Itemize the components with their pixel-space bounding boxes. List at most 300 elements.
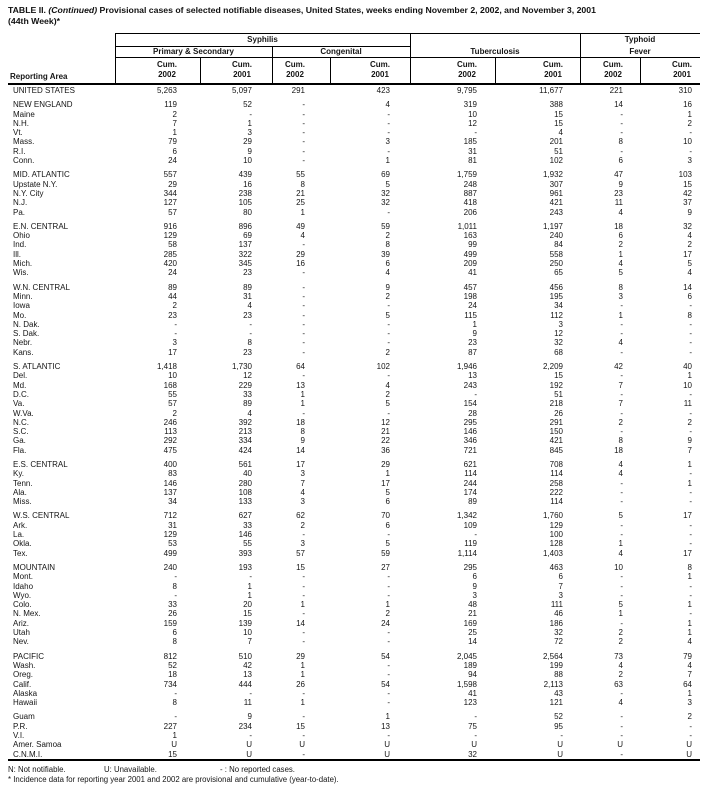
value-cell: 62: [296, 511, 305, 521]
table-row: [8, 628, 700, 637]
table-row: [8, 198, 700, 207]
value-cell: 1: [687, 572, 692, 582]
cum-label: Cum.: [370, 60, 390, 69]
value-cell: 887: [463, 188, 477, 198]
value-cell: 3: [472, 590, 477, 600]
cum-label: Cum.: [603, 60, 623, 69]
value-cell: 31: [468, 146, 477, 156]
value-cell: -: [174, 329, 177, 339]
value-cell: -: [302, 628, 305, 638]
reporting-area-cell: Idaho: [13, 581, 34, 591]
reporting-area-cell: Calif.: [13, 679, 32, 689]
table-row: [8, 511, 700, 520]
reporting-area-cell: N.H.: [13, 118, 29, 128]
table-row: [8, 539, 700, 548]
value-cell: 2: [618, 628, 623, 638]
value-cell: 17: [683, 249, 692, 259]
value-cell: 15: [554, 118, 563, 128]
value-cell: U: [557, 749, 563, 759]
value-cell: 7: [687, 445, 692, 455]
value-cell: 1: [300, 660, 305, 670]
value-cell: -: [620, 347, 623, 357]
value-cell: 89: [168, 282, 177, 292]
reporting-area-cell: Ala.: [13, 487, 27, 497]
value-cell: -: [620, 520, 623, 530]
value-cell: 393: [238, 548, 252, 558]
value-cell: 114: [550, 497, 563, 507]
value-cell: 1: [247, 581, 252, 591]
value-cell: -: [620, 128, 623, 138]
value-cell: 16: [243, 179, 252, 189]
value-cell: 1: [247, 118, 252, 128]
value-cell: 1: [687, 371, 692, 381]
reporting-area-cell: Iowa: [13, 301, 30, 311]
value-cell: 42: [243, 660, 252, 670]
value-cell: -: [620, 572, 623, 582]
reporting-area-cell: Colo.: [13, 600, 32, 610]
value-cell: 1,011: [457, 221, 477, 231]
value-cell: -: [387, 207, 390, 217]
value-cell: 621: [463, 459, 477, 469]
value-cell: 8: [385, 240, 390, 250]
value-cell: 18: [296, 417, 305, 427]
table-title-text: Provisional cases of selected notifiable diseases, United States, weeks ending November 2, 2002, and November 3, 2001: [99, 5, 596, 15]
value-cell: 4: [687, 231, 692, 241]
value-cell: -: [689, 520, 692, 530]
reporting-area-cell: Amer. Samoa: [13, 740, 62, 750]
value-cell: 8: [618, 282, 623, 292]
value-cell: -: [689, 497, 692, 507]
value-cell: -: [387, 637, 390, 647]
value-cell: 57: [296, 548, 305, 558]
value-cell: 9: [618, 179, 623, 189]
column-header-cum-7: [583, 60, 643, 79]
table-row: [8, 338, 700, 347]
reporting-area-cell: N.Y. City: [13, 188, 44, 198]
reporting-area-cell: Guam: [13, 712, 35, 722]
reporting-area-cell: N. Mex.: [13, 609, 41, 619]
value-cell: 15: [168, 749, 177, 759]
column-header-cum-6: [523, 60, 583, 79]
value-cell: 13: [468, 371, 477, 381]
value-cell: 84: [554, 240, 563, 250]
reporting-area-cell: Nebr.: [13, 338, 33, 348]
value-cell: 146: [238, 530, 252, 540]
reporting-area-cell: Ind.: [13, 240, 27, 250]
value-cell: -: [620, 590, 623, 600]
value-cell: 457: [463, 282, 477, 292]
year-label: 2002: [604, 69, 622, 79]
value-cell: 227: [163, 721, 177, 731]
value-cell: 53: [168, 539, 177, 549]
value-cell: 1,932: [542, 170, 563, 180]
value-cell: -: [474, 128, 477, 138]
value-cell: 418: [463, 198, 477, 208]
value-cell: 1,342: [456, 511, 477, 521]
value-cell: -: [689, 347, 692, 357]
value-cell: 2: [172, 109, 177, 119]
value-cell: 34: [168, 497, 177, 507]
table-row: [8, 750, 700, 759]
cum-label: Cum.: [672, 60, 692, 69]
value-cell: 189: [463, 660, 477, 670]
column-group-tuberculosis: Tuberculosis: [470, 47, 520, 56]
value-cell: 32: [468, 749, 477, 759]
value-cell: 295: [463, 417, 477, 427]
reporting-area-cell: E.N. CENTRAL: [13, 221, 69, 231]
value-cell: -: [387, 371, 390, 381]
value-cell: 33: [243, 520, 252, 530]
value-cell: U: [557, 740, 563, 750]
value-cell: 127: [163, 198, 177, 208]
value-cell: 2,209: [542, 362, 563, 372]
value-cell: 463: [549, 562, 563, 572]
value-cell: 95: [554, 721, 563, 731]
value-cell: 139: [238, 618, 252, 628]
value-cell: 2: [618, 240, 623, 250]
table-row: [8, 222, 700, 231]
value-cell: 1: [687, 618, 692, 628]
value-cell: 1: [300, 389, 305, 399]
value-cell: 119: [464, 539, 477, 549]
value-cell: -: [620, 581, 623, 591]
value-cell: 345: [238, 259, 252, 269]
value-cell: -: [620, 721, 623, 731]
table-row: [8, 208, 700, 217]
value-cell: -: [302, 137, 305, 147]
value-cell: U: [471, 740, 477, 750]
value-cell: 10: [683, 137, 692, 147]
value-cell: 8: [618, 137, 623, 147]
reporting-area-cell: Wis.: [13, 268, 29, 278]
vertical-rule: [200, 57, 201, 84]
table-row: [8, 591, 700, 600]
value-cell: 1: [300, 670, 305, 680]
value-cell: 31: [168, 520, 177, 530]
cum-label: Cum.: [543, 60, 563, 69]
table-row: [8, 563, 700, 572]
table-row: [8, 637, 700, 646]
value-cell: -: [689, 487, 692, 497]
vertical-rule: [410, 33, 411, 84]
table-row: [8, 680, 700, 689]
value-cell: 11,677: [539, 86, 563, 95]
reporting-area-cell: Maine: [13, 109, 35, 119]
value-cell: 456: [549, 282, 563, 292]
value-cell: 24: [381, 618, 390, 628]
value-cell: 201: [549, 137, 563, 147]
value-cell: 69: [243, 231, 252, 241]
value-cell: 1: [618, 609, 623, 619]
reporting-area-cell: Va.: [13, 399, 25, 409]
value-cell: 400: [163, 459, 177, 469]
value-cell: 42: [614, 362, 623, 372]
value-cell: 4: [687, 268, 692, 278]
value-cell: 23: [243, 347, 252, 357]
value-cell: -: [689, 408, 692, 418]
value-cell: -: [689, 590, 692, 600]
value-cell: -: [387, 581, 390, 591]
value-cell: 15: [683, 179, 692, 189]
value-cell: 59: [381, 221, 390, 231]
footnote-unavailable: U: Unavailable.: [104, 765, 157, 774]
table-row: [8, 549, 700, 558]
value-cell: 123: [463, 698, 477, 708]
value-cell: 2: [385, 609, 390, 619]
value-cell: -: [174, 688, 177, 698]
column-header-cum-5: [437, 60, 497, 79]
cum-label: Cum.: [232, 60, 252, 69]
value-cell: 17: [683, 511, 692, 521]
value-cell: 13: [243, 670, 252, 680]
value-cell: -: [620, 487, 623, 497]
value-cell: 8: [247, 338, 252, 348]
table-row: [8, 661, 700, 670]
column-group-congenital: Congenital: [320, 47, 362, 56]
table-row: [8, 497, 700, 506]
year-label: 2001: [233, 69, 251, 79]
value-cell: 9: [472, 581, 477, 591]
value-cell: 6: [385, 497, 390, 507]
value-cell: 32: [683, 221, 692, 231]
value-cell: 168: [163, 380, 177, 390]
value-cell: 3: [385, 137, 390, 147]
value-cell: U: [246, 740, 252, 750]
value-cell: 41: [468, 268, 477, 278]
value-cell: 1: [385, 600, 390, 610]
value-cell: 896: [238, 221, 252, 231]
value-cell: -: [620, 530, 623, 540]
value-cell: U: [299, 740, 305, 750]
value-cell: -: [302, 581, 305, 591]
value-cell: 129: [163, 530, 177, 540]
value-cell: -: [387, 408, 390, 418]
value-cell: 169: [463, 618, 477, 628]
value-cell: 812: [163, 651, 177, 661]
value-cell: -: [302, 609, 305, 619]
value-cell: 81: [468, 156, 477, 166]
value-cell: 7: [300, 478, 305, 488]
reporting-area-cell: Hawaii: [13, 698, 38, 708]
value-cell: -: [689, 128, 692, 138]
value-cell: 221: [609, 86, 623, 95]
value-cell: 40: [683, 362, 692, 372]
value-cell: -: [302, 282, 305, 292]
value-cell: 36: [381, 445, 390, 455]
value-cell: 23: [614, 188, 623, 198]
table-row: [8, 250, 700, 259]
value-cell: 52: [554, 712, 563, 722]
value-cell: -: [387, 660, 390, 670]
value-cell: -: [174, 572, 177, 582]
value-cell: 4: [300, 487, 305, 497]
value-cell: 21: [381, 427, 390, 437]
reporting-area-cell: N. Dak.: [13, 319, 40, 329]
value-cell: 63: [614, 679, 623, 689]
value-cell: 25: [296, 198, 305, 208]
value-cell: 2: [687, 240, 692, 250]
value-cell: -: [174, 590, 177, 600]
table-row: [8, 147, 700, 156]
value-cell: 2: [687, 118, 692, 128]
value-cell: 334: [238, 436, 252, 446]
value-cell: 65: [554, 268, 563, 278]
value-cell: -: [302, 408, 305, 418]
value-cell: -: [689, 146, 692, 156]
value-cell: 52: [243, 100, 252, 110]
table-row: [8, 268, 700, 277]
value-cell: 114: [550, 469, 563, 479]
value-cell: U: [171, 740, 177, 750]
value-cell: 21: [296, 188, 305, 198]
value-cell: 20: [243, 600, 252, 610]
year-label: 2002: [458, 69, 476, 79]
value-cell: -: [302, 319, 305, 329]
value-cell: -: [249, 572, 252, 582]
table-row: [8, 137, 700, 146]
reporting-area-cell: Ark.: [13, 520, 28, 530]
value-cell: 5: [687, 259, 692, 269]
value-cell: -: [620, 427, 623, 437]
reporting-area-cell: W.N. CENTRAL: [13, 282, 70, 292]
column-group-primary-secondary: Primary & Secondary: [153, 47, 234, 56]
value-cell: 246: [163, 417, 177, 427]
value-cell: -: [620, 408, 623, 418]
value-cell: -: [689, 301, 692, 311]
value-cell: -: [387, 698, 390, 708]
value-cell: -: [620, 146, 623, 156]
value-cell: 100: [549, 530, 563, 540]
value-cell: 13: [381, 721, 390, 731]
value-cell: 115: [464, 310, 477, 320]
value-cell: 3: [300, 469, 305, 479]
value-cell: 23: [168, 310, 177, 320]
column-header-cum-1: [137, 60, 197, 79]
value-cell: 57: [168, 399, 177, 409]
value-cell: -: [387, 731, 390, 740]
value-cell: 40: [243, 469, 252, 479]
value-cell: -: [620, 749, 623, 759]
value-cell: 2: [385, 291, 390, 301]
value-cell: 8: [172, 698, 177, 708]
value-cell: 27: [381, 562, 390, 572]
value-cell: 1,759: [456, 170, 477, 180]
table-row: [8, 329, 700, 338]
footnote-not-notifiable: N: Not notifiable.: [8, 765, 66, 774]
value-cell: 3: [687, 698, 692, 708]
table-row: [8, 409, 700, 418]
table-row: [8, 283, 700, 292]
value-cell: 8: [687, 562, 692, 572]
value-cell: -: [302, 371, 305, 381]
value-cell: 7: [558, 581, 563, 591]
value-cell: -: [387, 329, 390, 339]
table-row: [8, 100, 700, 109]
table-title-continued: (Continued): [48, 5, 98, 15]
value-cell: 6: [618, 231, 623, 241]
reporting-area-cell: NEW ENGLAND: [13, 100, 73, 110]
cum-label: Cum.: [157, 60, 177, 69]
value-cell: 291: [549, 417, 563, 427]
value-cell: 4: [618, 660, 623, 670]
value-cell: 2,113: [543, 679, 563, 689]
table-row: [8, 381, 700, 390]
value-cell: 319: [463, 100, 477, 110]
reporting-area-cell: S.C.: [13, 427, 29, 437]
value-cell: 561: [238, 459, 252, 469]
value-cell: 24: [168, 156, 177, 166]
value-cell: 8: [618, 436, 623, 446]
value-cell: 3: [247, 128, 252, 138]
value-cell: -: [689, 329, 692, 339]
value-cell: 39: [381, 249, 390, 259]
value-cell: 57: [168, 207, 177, 217]
table-row: [8, 488, 700, 497]
value-cell: 37: [683, 198, 692, 208]
value-cell: 41: [468, 688, 477, 698]
value-cell: 6: [472, 572, 477, 582]
value-cell: 55: [296, 170, 305, 180]
table-row: [8, 156, 700, 165]
value-cell: -: [387, 530, 390, 540]
value-cell: 240: [549, 231, 563, 241]
table-row: [8, 731, 700, 740]
value-cell: -: [302, 291, 305, 301]
value-cell: -: [387, 590, 390, 600]
value-cell: 54: [381, 651, 390, 661]
value-cell: -: [689, 469, 692, 479]
value-cell: 9: [247, 712, 252, 722]
value-cell: -: [689, 721, 692, 731]
value-cell: 193: [238, 562, 252, 572]
value-cell: 10: [468, 109, 477, 119]
value-cell: 307: [549, 179, 563, 189]
value-cell: -: [620, 109, 623, 119]
value-cell: 1,114: [457, 548, 477, 558]
table-row: [8, 418, 700, 427]
value-cell: 8: [300, 427, 305, 437]
reporting-area-cell: Ill.: [13, 249, 21, 259]
table-row: [8, 170, 700, 179]
reporting-area-cell: Alaska: [13, 688, 38, 698]
value-cell: 121: [549, 698, 563, 708]
value-cell: 3: [300, 539, 305, 549]
value-cell: 5: [385, 310, 390, 320]
value-cell: 3: [618, 291, 623, 301]
value-cell: 2: [385, 347, 390, 357]
cum-label: Cum.: [285, 60, 305, 69]
value-cell: -: [689, 731, 692, 740]
value-cell: 234: [238, 721, 252, 731]
value-cell: 1,760: [542, 511, 563, 521]
value-cell: 5: [385, 399, 390, 409]
value-cell: 1,197: [542, 221, 563, 231]
table-row: [8, 427, 700, 436]
value-cell: 423: [376, 86, 390, 95]
value-cell: 1: [687, 478, 692, 488]
value-cell: 113: [164, 427, 177, 437]
value-cell: 2: [687, 417, 692, 427]
cum-label: Cum.: [457, 60, 477, 69]
value-cell: -: [249, 688, 252, 698]
value-cell: 557: [163, 170, 177, 180]
value-cell: 59: [381, 548, 390, 558]
value-cell: 54: [381, 679, 390, 689]
value-cell: 10: [168, 371, 177, 381]
value-cell: 18: [614, 221, 623, 231]
value-cell: -: [689, 338, 692, 348]
value-cell: 392: [238, 417, 252, 427]
